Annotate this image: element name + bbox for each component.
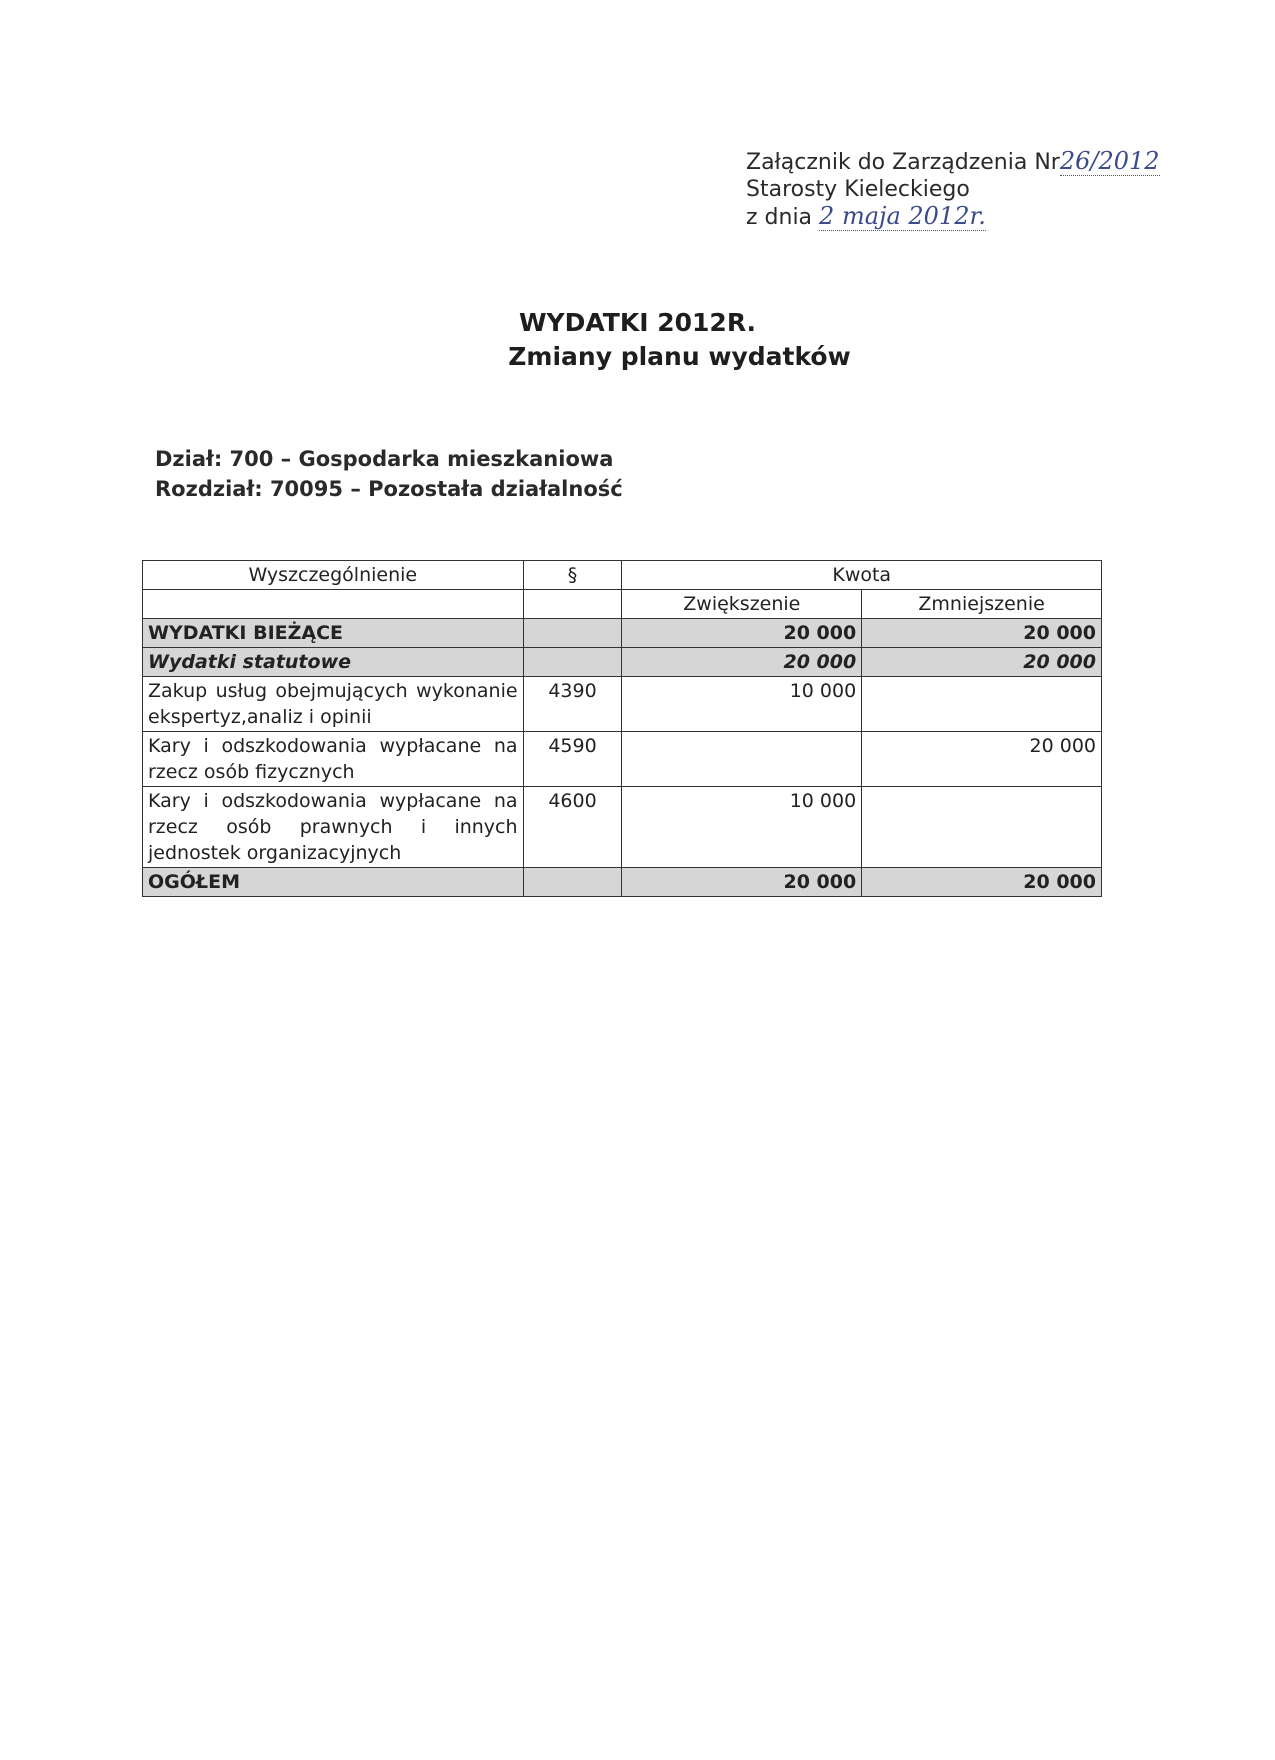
row-increase: 20 000 <box>622 868 862 897</box>
annex-line-1 <box>746 148 1160 176</box>
rozdzial-line: Rozdział: 70095 – Pozostała działalność <box>155 477 623 501</box>
annex-line-2: Starosty Kieleckiego <box>746 177 970 202</box>
document-subtitle: Zmiany planu wydatków <box>508 342 851 371</box>
table-row <box>143 677 1102 732</box>
table-row <box>143 648 1102 677</box>
row-desc: Kary i odszkodowania wypłacane na rzecz osób prawnych i innych jednostek organizacyjnych <box>143 787 524 868</box>
subheader-empty-par <box>523 590 622 619</box>
row-increase: 20 000 <box>622 648 862 677</box>
annex-prefix: Załącznik do Zarządzenia Nr <box>746 150 1060 175</box>
table-row <box>143 732 1102 787</box>
row-decrease: 20 000 <box>862 732 1102 787</box>
row-desc: Zakup usług obejmujących wykonanie ekspertyz,analiz i opinii <box>143 677 524 732</box>
classification <box>155 444 623 504</box>
table-subheader-row <box>143 590 1102 619</box>
row-decrease: 20 000 <box>862 868 1102 897</box>
row-decrease <box>862 677 1102 732</box>
row-increase: 10 000 <box>622 787 862 868</box>
row-paragraph: 4600 <box>523 787 622 868</box>
expenditure-table <box>142 560 1102 897</box>
row-increase <box>622 732 862 787</box>
annex-date-prefix: z dnia <box>746 205 813 230</box>
row-paragraph <box>523 868 622 897</box>
row-paragraph <box>523 648 622 677</box>
row-decrease <box>862 787 1102 868</box>
row-paragraph <box>523 619 622 648</box>
row-desc: WYDATKI BIEŻĄCE <box>143 619 524 648</box>
header-increase: Zwiększenie <box>622 590 862 619</box>
dzial-line: Dział: 700 – Gospodarka mieszkaniowa <box>155 447 614 471</box>
row-increase: 10 000 <box>622 677 862 732</box>
header-paragraph: § <box>523 561 622 590</box>
table-row <box>143 619 1102 648</box>
header-decrease: Zmniejszenie <box>862 590 1102 619</box>
annex-date-handwritten: 2 maja 2012r. <box>819 202 986 230</box>
table-row-total <box>143 868 1102 897</box>
document-title: WYDATKI 2012R. <box>518 308 757 337</box>
row-paragraph: 4390 <box>523 677 622 732</box>
header-amount: Kwota <box>622 561 1102 590</box>
annex-header <box>746 148 1160 231</box>
row-desc: Kary i odszkodowania wypłacane na rzecz osób fizycznych <box>143 732 524 787</box>
table-row <box>143 787 1102 868</box>
annex-number-handwritten: 26/2012 <box>1059 147 1160 175</box>
row-decrease: 20 000 <box>862 619 1102 648</box>
row-desc: OGÓŁEM <box>143 868 524 897</box>
table-header-row <box>143 561 1102 590</box>
subheader-empty-desc <box>143 590 524 619</box>
header-desc: Wyszczególnienie <box>143 561 524 590</box>
row-decrease: 20 000 <box>862 648 1102 677</box>
row-paragraph: 4590 <box>523 732 622 787</box>
row-desc: Wydatki statutowe <box>143 648 524 677</box>
annex-line-3 <box>746 203 1160 231</box>
row-increase: 20 000 <box>622 619 862 648</box>
